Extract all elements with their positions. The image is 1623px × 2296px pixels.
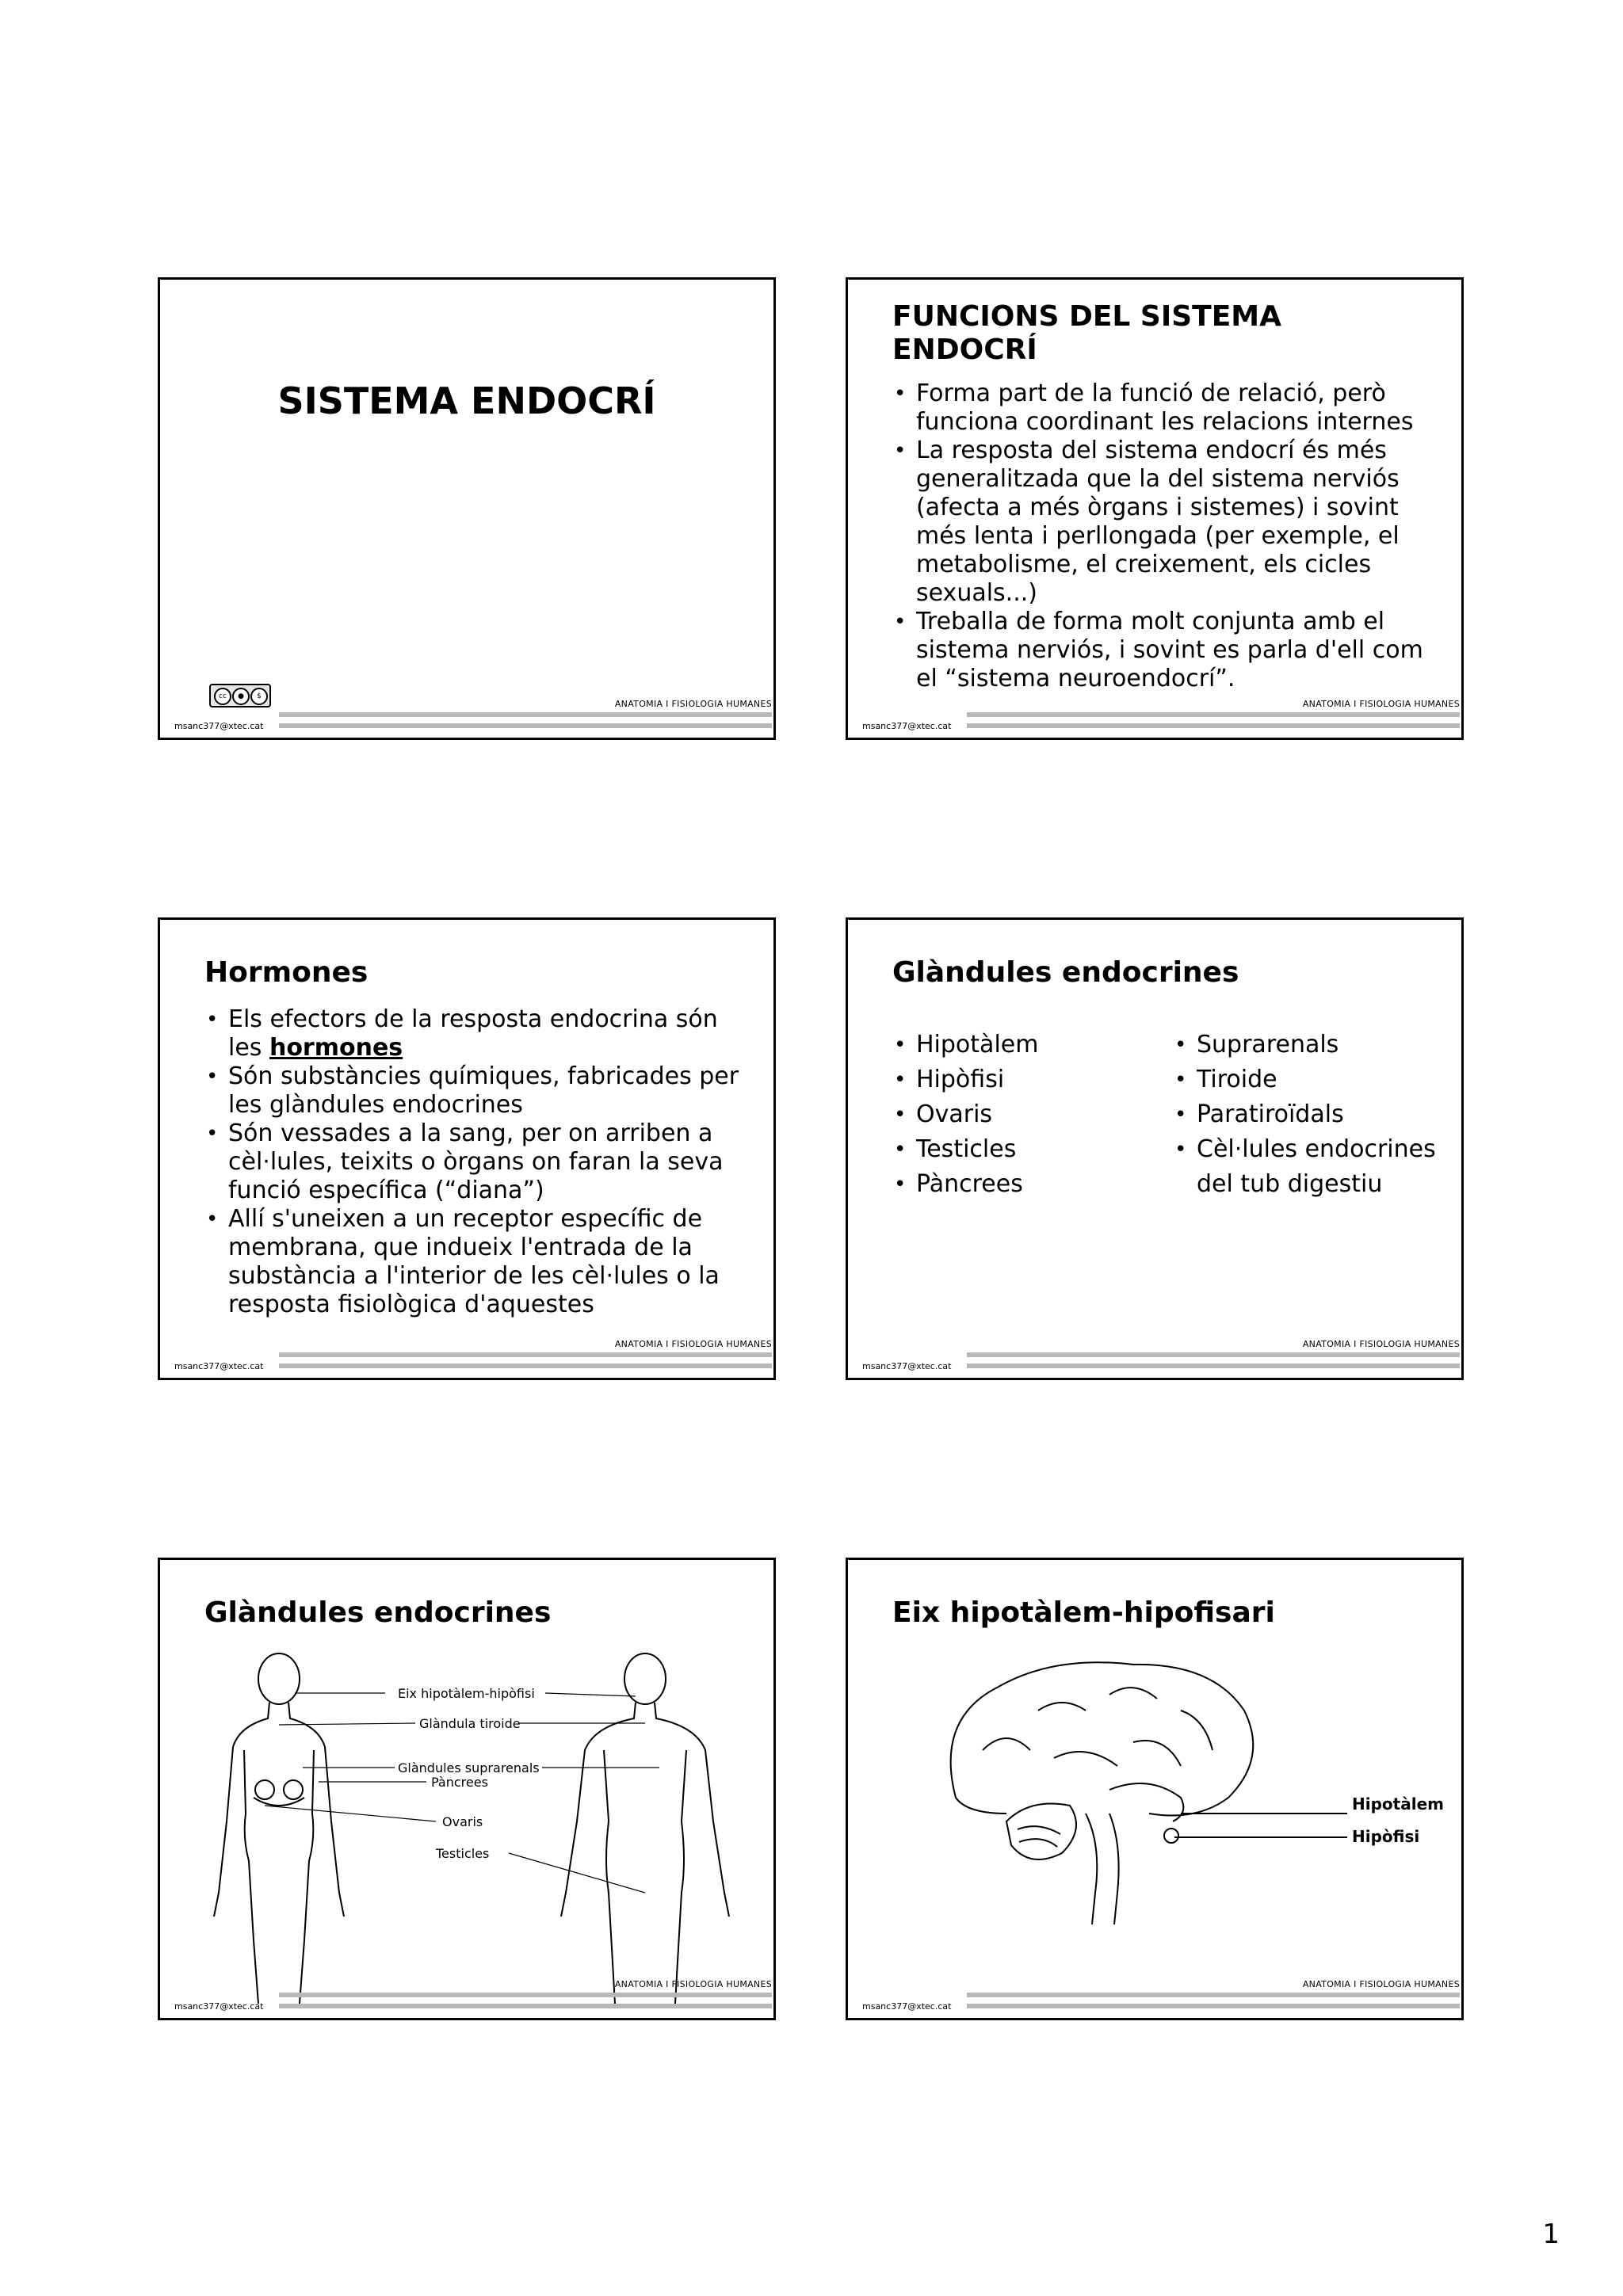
label-axis: Eix hipotàlem-hipòfisi [398, 1686, 535, 1701]
label-hypothalamus: Hipotàlem [1352, 1794, 1444, 1814]
author-email: msanc377@xtec.cat [174, 721, 264, 731]
footer-bar [279, 1993, 772, 1997]
slide-hormones [158, 917, 776, 1380]
slide-footer: ANATOMIA I FISIOLOGIA HUMANES [1302, 1339, 1460, 1349]
by-circle-icon: ● [232, 688, 250, 705]
slide-brain-diagram [846, 1558, 1464, 2020]
label-testes: Testicles [436, 1846, 490, 1861]
brain-illustration [951, 1662, 1254, 1924]
list-item: • Cèl·lules endocrines del tub digestiu [1173, 1132, 1442, 1202]
slide-heading [892, 300, 1281, 367]
body-diagram [160, 1560, 773, 2018]
list-item: • Són substàncies químiques, fabricades per les glàndules endocrines [204, 1062, 743, 1119]
nc-circle-icon: $ [250, 688, 268, 705]
footer-bar [279, 723, 772, 728]
bullet-list [204, 1005, 743, 1319]
slide-heading: Glàndules endocrines [892, 956, 1239, 989]
heading-line: FUNCIONS DEL SISTEMA [892, 300, 1281, 333]
slide-glands-list [846, 917, 1464, 1380]
list-item: • Ovaris [892, 1097, 1154, 1132]
label-pancreas: Pàncrees [431, 1775, 488, 1790]
list-item: • Forma part de la funció de relació, però funciona coordinant les relacions internes [892, 379, 1439, 437]
slide-functions [846, 277, 1464, 740]
label-pituitary: Hipòfisi [1352, 1827, 1420, 1846]
list-item: • Allí s'uneixen a un receptor específic de membrana, que indueix l'entrada de la substància a l'interior de les cèl·lules o la resposta fisiològica d'aquestes [204, 1205, 743, 1319]
slide-heading: Eix hipotàlem-hipofisari [892, 1596, 1275, 1629]
footer-bar [279, 712, 772, 717]
slide-glands-diagram [158, 1558, 776, 2020]
slide-title-heading: SISTEMA ENDOCRÍ [277, 379, 656, 422]
author-email: msanc377@xtec.cat [862, 721, 952, 731]
male-figure-illustration [561, 1653, 729, 2004]
footer-bar [967, 2004, 1460, 2008]
list-item: • Hipotàlem [892, 1028, 1154, 1062]
page-number: 1 [1542, 2218, 1560, 2250]
bullet-list [892, 379, 1439, 693]
gland-list-left [892, 1028, 1154, 1202]
footer-bar [967, 1363, 1460, 1368]
list-item: • Suprarenals [1173, 1028, 1442, 1062]
footer-bar [279, 1352, 772, 1357]
slide-footer: ANATOMIA I FISIOLOGIA HUMANES [1302, 699, 1460, 709]
list-item: • Treballa de forma molt conjunta amb el sistema nerviós, i sovint es parla d'ell com el “sistema neuroendocrí”. [892, 608, 1439, 693]
gland-list-right [1173, 1028, 1442, 1202]
list-item: • La resposta del sistema endocrí és més generalitzada que la del sistema nerviós (afecta a més òrgans i sistemes) i sovint més lenta i perllongada (per exemple, el metabolisme, el creixement, els cicles sexuals...) [892, 437, 1439, 608]
slide-title [158, 277, 776, 740]
footer-bar [967, 712, 1460, 717]
footer-bar [967, 1993, 1460, 1997]
footer-bar [967, 1352, 1460, 1357]
footer-bar [967, 723, 1460, 728]
list-item: • Hipòfisi [892, 1062, 1154, 1097]
list-item: • Pàncrees [892, 1167, 1154, 1202]
list-item: • Paratiroïdals [1173, 1097, 1442, 1132]
author-email: msanc377@xtec.cat [862, 1361, 952, 1371]
list-item: • Tiroide [1173, 1062, 1442, 1097]
list-item-text: Els efectors de la resposta endocrina són les [228, 1005, 718, 1062]
cc-circle-icon: cc [214, 688, 231, 705]
author-email: msanc377@xtec.cat [174, 2001, 264, 2012]
slide-footer: ANATOMIA I FISIOLOGIA HUMANES [614, 1979, 772, 1989]
label-thyroid: Glàndula tiroide [419, 1716, 521, 1731]
creative-commons-icon [209, 684, 271, 707]
footer-bar [279, 2004, 772, 2008]
label-adrenal: Glàndules suprarenals [398, 1760, 540, 1775]
list-item [204, 1005, 743, 1062]
hormones-highlight: hormones [269, 1034, 403, 1062]
author-email: msanc377@xtec.cat [174, 1361, 264, 1371]
footer-bar [279, 1363, 772, 1368]
slide-heading: Hormones [204, 956, 369, 989]
label-ovaries: Ovaris [442, 1814, 483, 1829]
author-email: msanc377@xtec.cat [862, 2001, 952, 2012]
female-figure-illustration [214, 1653, 344, 2004]
heading-line: ENDOCRÍ [892, 334, 1037, 366]
list-item: • Són vessades a la sang, per on arriben a cèl·lules, teixits o òrgans on faran la seva funció específica (“diana”) [204, 1119, 743, 1205]
brain-diagram [848, 1560, 1461, 2018]
list-item: • Testicles [892, 1132, 1154, 1167]
slide-footer: ANATOMIA I FISIOLOGIA HUMANES [614, 1339, 772, 1349]
slide-heading: Glàndules endocrines [204, 1596, 552, 1629]
slide-footer: ANATOMIA I FISIOLOGIA HUMANES [614, 699, 772, 709]
slide-footer: ANATOMIA I FISIOLOGIA HUMANES [1302, 1979, 1460, 1989]
callout-lines [1174, 1814, 1347, 1837]
